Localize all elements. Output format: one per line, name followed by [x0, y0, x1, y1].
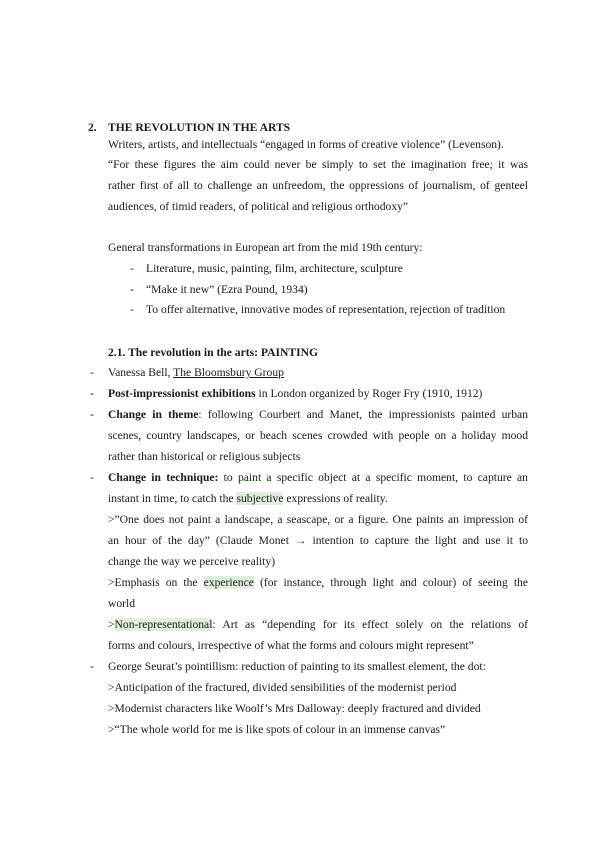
bullet-item: “Make it new” (Ezra Pound, 1934) [146, 283, 308, 296]
technique-text: expressions of reality. [283, 492, 388, 505]
emphasis-text: >Emphasis on the [108, 576, 204, 589]
list-dash: - [90, 387, 94, 400]
experience-highlight: experience [203, 576, 254, 589]
seurat-line-3: >Modernist characters like Woolf’s Mrs Dalloway: deeply fractured and divided [108, 702, 481, 715]
post-impressionist-rest: in London organized by Roger Fry (1910, 1912) [255, 387, 483, 400]
intro-line: Writers, artists, and intellectuals “engaged in forms of creative violence” (Levenson). [108, 138, 504, 151]
bullet-dash: - [130, 283, 134, 296]
post-impressionist-bold: Post-impressionist exhibitions [108, 387, 256, 400]
emphasis-line-2: world [108, 597, 136, 610]
monet-line-1: >”One does not paint a landscape, a seascape, or a figure. One paints an impression of [108, 513, 528, 526]
theme-bold: Change in theme [108, 408, 199, 421]
seurat-line-4: >“The whole world for me is like spots of colour in an immense canvas” [108, 723, 446, 736]
technique-bold: Change in technique: [108, 471, 219, 484]
bullet-dash: - [130, 303, 134, 316]
monet-line-2: an hour of the day” (Claude Monet → intention to capture the light and use it to [108, 534, 528, 547]
seurat-line-1: George Seurat’s pointillism: reduction of painting to its smallest element, the dot: [108, 660, 486, 673]
quote-line-1: “For these figures the aim could never be simply to set the imagination free; it was [108, 158, 528, 171]
emphasis-text: (for instance, through light and colour) of seeing the [253, 576, 528, 589]
seurat-line-2: >Anticipation of the fractured, divided sensibilities of the modernist period [108, 681, 457, 694]
technique-line-2 [108, 492, 388, 506]
technique-text: instant in time, to catch the [108, 492, 237, 505]
list-dash: - [90, 366, 94, 379]
vanessa-line [108, 366, 284, 380]
bullet-item: To offer alternative, innovative modes of representation, rejection of tradition [146, 303, 506, 316]
list-dash: - [90, 408, 94, 421]
emphasis-line-1 [108, 576, 528, 590]
theme-text: : following Courbert and Manet, the impressionists painted urban [198, 408, 528, 421]
list-dash: - [90, 660, 94, 673]
quote-line-3: audiences, of timid readers, of political and religious orthodoxy” [108, 200, 409, 213]
section-title: THE REVOLUTION IN THE ARTS [108, 121, 291, 134]
technique-line-1 [108, 471, 528, 485]
vanessa-text: Vanessa Bell, [108, 366, 174, 379]
quote-line-2: rather first of all to challenge an unfreedom, the oppressions of journalism, of genteel [108, 179, 528, 192]
subsection-heading: 2.1. The revolution in the arts: PAINTING [108, 346, 318, 359]
theme-line-1 [108, 408, 528, 422]
theme-line-2: scenes, country landscapes, or beach scenes crowded with people on a holiday mood [108, 429, 528, 442]
section-number: 2. [88, 121, 97, 134]
post-impressionist-line [108, 387, 482, 401]
technique-text: to paint a specific object at a specific moment, to capture an [218, 471, 528, 484]
bullet-dash: - [130, 262, 134, 275]
non-rep-text: : Art as “depending for its effect solely on the relations of [212, 618, 528, 631]
non-rep-line-1 [108, 618, 528, 632]
monet-line-3: change the way we perceive reality) [108, 555, 276, 568]
non-rep-line-2: forms and colours, irrespective of what the forms and colours might represent” [108, 639, 474, 652]
theme-line-3: rather than historical or religious subjects [108, 450, 301, 463]
subjective-highlight: subjective [236, 492, 284, 505]
non-rep-text: > [108, 618, 115, 631]
list-dash: - [90, 471, 94, 484]
bullet-item: Literature, music, painting, film, architecture, sculpture [146, 262, 403, 275]
non-representational-highlight: Non-representational [114, 618, 213, 631]
general-transformations: General transformations in European art from the mid 19th century: [108, 241, 423, 254]
bloomsbury-link[interactable]: The Bloomsbury Group [173, 366, 284, 379]
